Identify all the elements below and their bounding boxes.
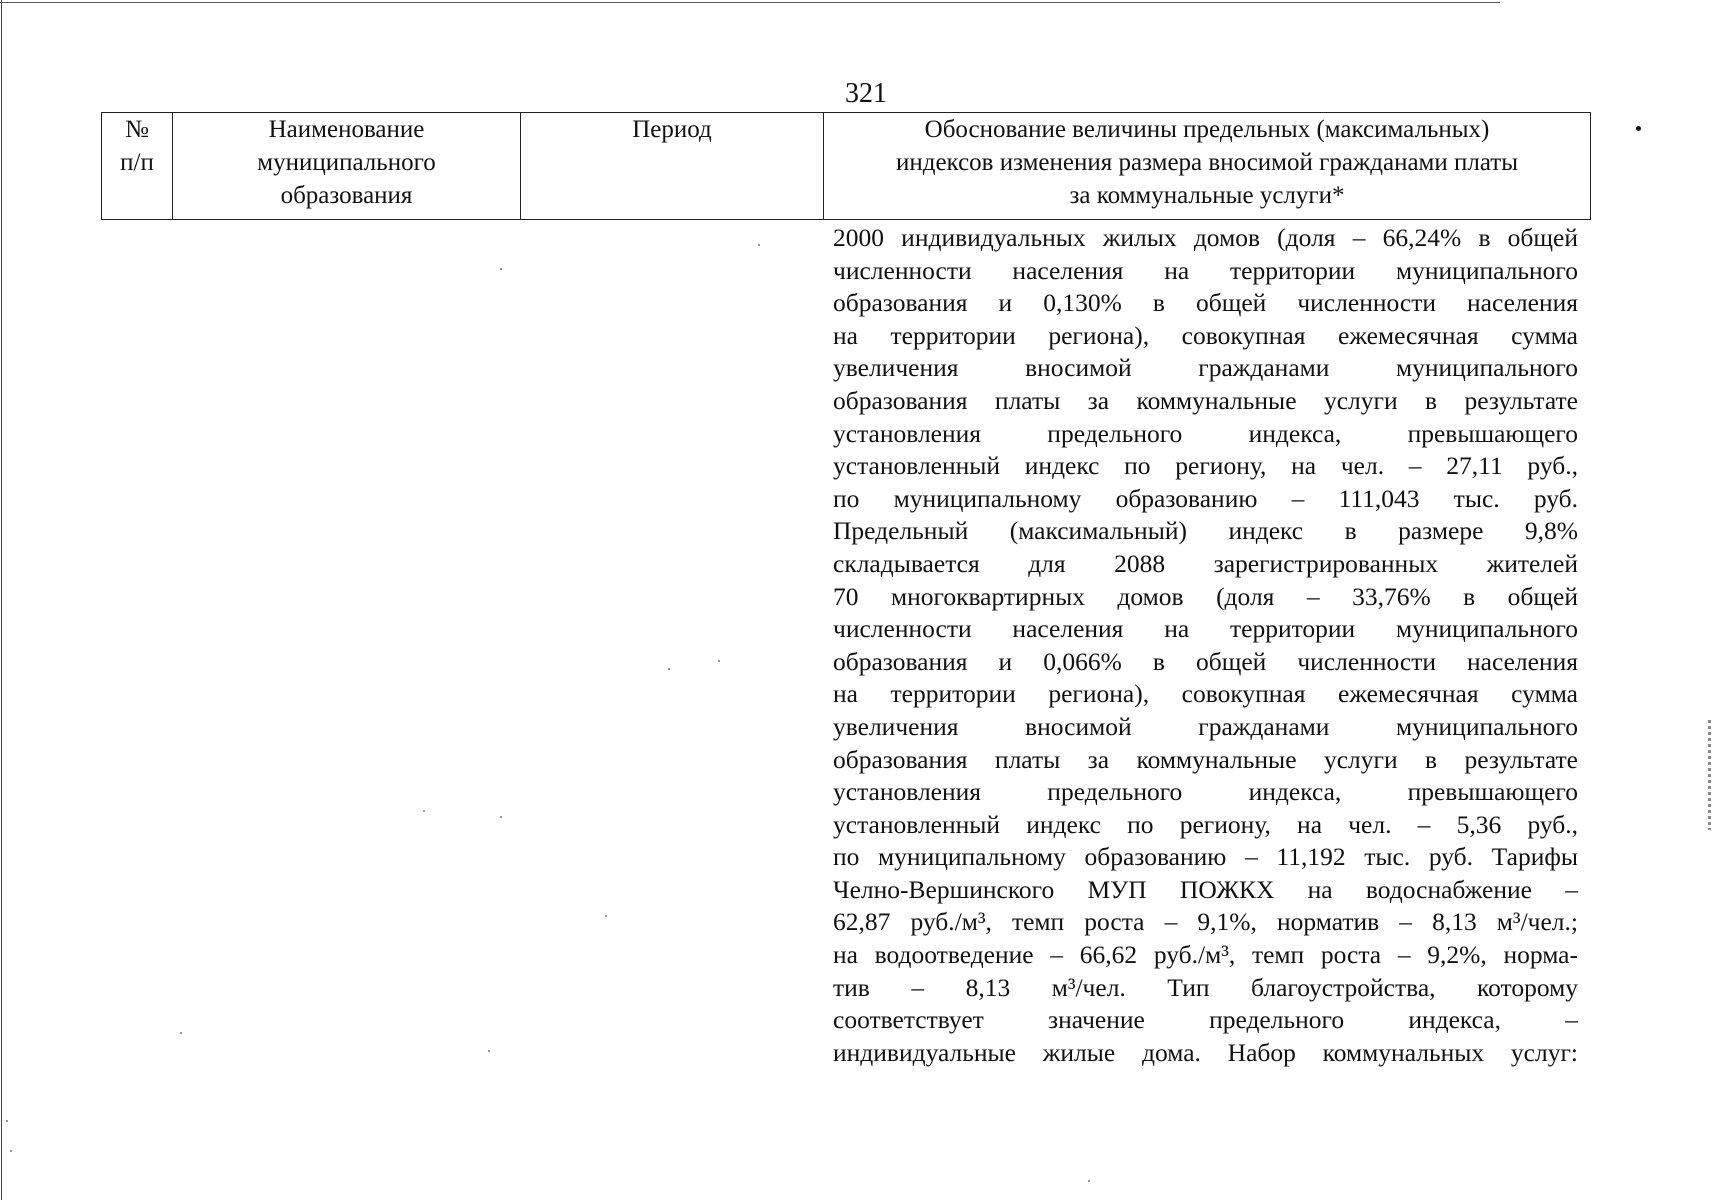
text-line: тив – 8,13 м³/чел. Тип благоустройства, которому xyxy=(833,972,1578,1002)
text-line: установленный индекс по региону, на чел. – 27,11 руб., xyxy=(833,451,1578,481)
header-col-basis: Обоснование величины предельных (максимальных) индексов изменения размера вносимой гражданами платы за коммунальные услуги* xyxy=(824,113,1591,220)
page-number: 321 xyxy=(845,78,887,109)
page-left-rule xyxy=(1,0,2,1200)
text-line: складывается для 2088 зарегистрированных жителей xyxy=(833,548,1578,578)
text-line: на территории региона), совокупная ежемесячная сумма xyxy=(833,679,1578,709)
scan-speck xyxy=(10,1150,12,1152)
text-line: численности населения на территории муниципального xyxy=(833,255,1578,285)
text-line: по муниципальному образованию – 11,192 тыс. руб. Тарифы xyxy=(833,842,1578,872)
text-line: численности населения на территории муниципального xyxy=(833,614,1578,644)
text-line: образования и 0,130% в общей численности населения xyxy=(833,288,1578,318)
scan-speck xyxy=(1088,1180,1090,1182)
text-line: увеличения вносимой гражданами муниципального xyxy=(833,353,1578,383)
header-row xyxy=(102,113,1591,220)
text-line: Челно-Вершинского МУП ПОЖКХ на водоснабжение – xyxy=(833,874,1578,904)
scan-speck xyxy=(605,915,607,917)
scan-speck xyxy=(423,810,425,812)
scan-speck xyxy=(718,660,720,662)
page-top-rule xyxy=(0,2,1500,3)
scan-speck xyxy=(500,816,502,818)
header-col-name: Наименование муниципального образования xyxy=(173,113,521,220)
scan-speck xyxy=(668,668,670,670)
text-line: установления предельного индекса, превышающего xyxy=(833,777,1578,807)
text-line: на территории региона), совокупная ежемесячная сумма xyxy=(833,320,1578,350)
text-line: по муниципальному образованию – 111,043 тыс. руб. xyxy=(833,483,1578,513)
basis-text-block xyxy=(833,222,1578,1069)
scan-speck xyxy=(488,1050,490,1052)
text-line: соответствует значение предельного индекса, – xyxy=(833,1005,1578,1035)
text-line: 70 многоквартирных домов (доля – 33,76% в общей xyxy=(833,581,1578,611)
scan-speck xyxy=(500,268,502,270)
scan-speck xyxy=(758,244,760,246)
text-line: на водоотведение – 66,62 руб./м³, темп роста – 9,2%, норма- xyxy=(833,940,1578,970)
scan-speck xyxy=(180,1032,182,1034)
scan-speck xyxy=(6,1120,8,1122)
header-col-period: Период xyxy=(521,113,824,220)
text-line: образования платы за коммунальные услуги в результате xyxy=(833,385,1578,415)
text-line: установления предельного индекса, превышающего xyxy=(833,418,1578,448)
margin-dot xyxy=(1636,126,1641,131)
header-col-number: № п/п xyxy=(102,113,173,220)
text-line: образования и 0,066% в общей численности населения xyxy=(833,646,1578,676)
text-line: установленный индекс по региону, на чел. – 5,36 руб., xyxy=(833,809,1578,839)
text-line: Предельный (максимальный) индекс в размере 9,8% xyxy=(833,516,1578,546)
text-line: 62,87 руб./м³, темп роста – 9,1%, норматив – 8,13 м³/чел.; xyxy=(833,907,1578,937)
scan-edge-mark xyxy=(1708,720,1711,830)
text-line: образования платы за коммунальные услуги в результате xyxy=(833,744,1578,774)
header-table xyxy=(101,112,1591,220)
text-line: увеличения вносимой гражданами муниципального xyxy=(833,711,1578,741)
text-line: 2000 индивидуальных жилых домов (доля – 66,24% в общей xyxy=(833,223,1578,252)
text-line: индивидуальные жилые дома. Набор коммунальных услуг: xyxy=(833,1037,1578,1067)
